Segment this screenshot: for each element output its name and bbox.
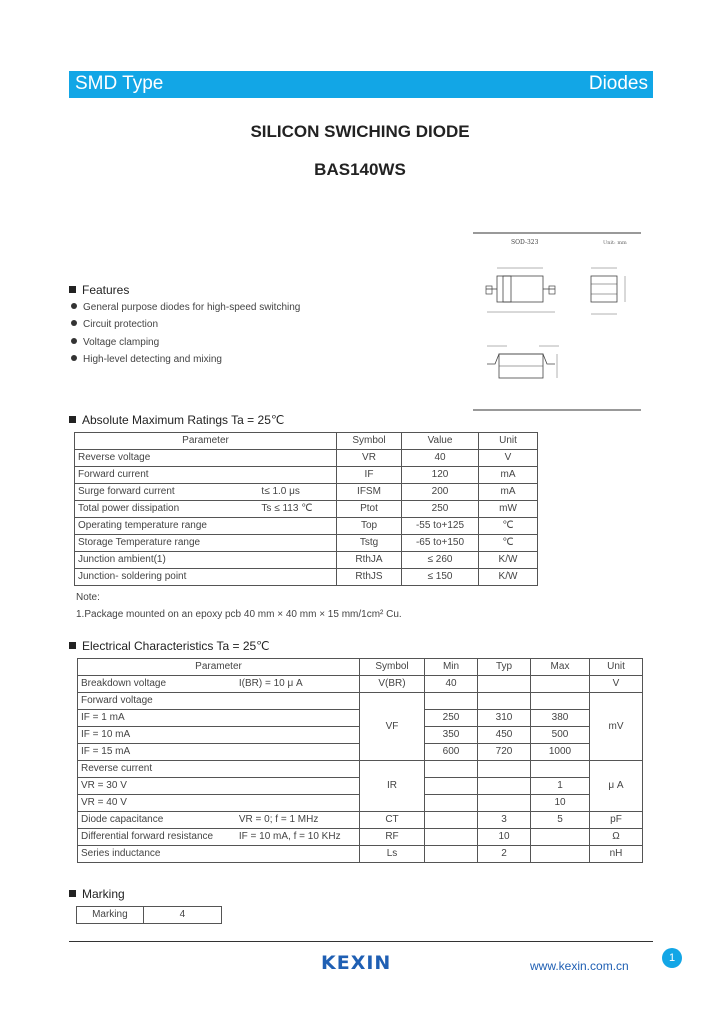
dot-bullet-icon [71, 338, 77, 344]
kexin-logo: KEXIN [321, 952, 392, 974]
dot-bullet-icon [71, 303, 77, 309]
elec-table [77, 658, 643, 863]
website-link[interactable]: www.kexin.com.cn [530, 959, 629, 973]
package-unit: Unit: mm [603, 240, 627, 246]
header-banner [69, 71, 653, 98]
table-row: IF = 15 mA 600 720 1000 [78, 744, 643, 761]
dot-bullet-icon [71, 355, 77, 361]
header-right: Diodes [588, 73, 648, 94]
dot-bullet-icon [71, 320, 77, 326]
note-text: 1.Package mounted on an epoxy pcb 40 mm × 40 mm × 15 mm/1cm² Cu. [76, 609, 402, 620]
elec-heading: Electrical Characteristics Ta = 25℃ [69, 639, 270, 653]
table-row: Storage Temperature range Tstg -65 to+150 ℃ [75, 535, 538, 552]
table-header-row: Parameter Symbol Min Typ Max Unit [78, 659, 643, 676]
feature-item: General purpose diodes for high-speed switching [71, 302, 300, 313]
table-row: VR = 40 V 10 [78, 795, 643, 812]
footer-divider [69, 941, 653, 942]
table-row: VR = 30 V 1 [78, 778, 643, 795]
marking-heading: Marking [69, 887, 125, 901]
square-bullet-icon [69, 642, 76, 649]
package-drawing [473, 232, 643, 412]
note-label: Note: [76, 592, 100, 603]
abs-max-table [74, 432, 538, 586]
table-header-row: Parameter Symbol Value Unit [75, 433, 538, 450]
square-bullet-icon [69, 416, 76, 423]
square-bullet-icon [69, 890, 76, 897]
table-row: Differential forward resistance IF = 10 mA, f = 10 KHz RF 10 Ω [78, 829, 643, 846]
table-row: Junction- soldering point RthJS ≤ 150 K/W [75, 569, 538, 586]
table-row: Series inductance Ls 2 nH [78, 846, 643, 863]
marking-table [76, 906, 222, 924]
page-number: 1 [662, 948, 682, 968]
table-row: Surge forward current t≤ 1.0 μs IFSM 200 mA [75, 484, 538, 501]
header-left: SMD Type [75, 73, 164, 94]
features-heading: Features [69, 283, 129, 297]
document-title: SILICON SWICHING DIODE [250, 122, 470, 141]
feature-item: High-level detecting and mixing [71, 354, 222, 365]
package-name: SOD-323 [511, 239, 539, 246]
table-row: Total power dissipation Ts ≤ 113 ℃ Ptot 250 mW [75, 501, 538, 518]
part-number: BAS140WS [314, 160, 406, 179]
table-row: Forward voltage VF mV [78, 693, 643, 710]
table-row: Operating temperature range Top -55 to+125 ℃ [75, 518, 538, 535]
table-row: IF = 1 mA 250 310 380 [78, 710, 643, 727]
table-row: Junction ambient(1) RthJA ≤ 260 K/W [75, 552, 538, 569]
table-row: Reverse voltage VR 40 V [75, 450, 538, 467]
table-row: Breakdown voltage I(BR) = 10 μ A V(BR) 40 V [78, 676, 643, 693]
feature-item: Voltage clamping [71, 337, 159, 348]
table-row: Diode capacitance VR = 0; f = 1 MHz CT 3 5 pF [78, 812, 643, 829]
table-row: Marking 4 [77, 907, 222, 924]
square-bullet-icon [69, 286, 76, 293]
feature-item: Circuit protection [71, 319, 158, 330]
table-row: Forward current IF 120 mA [75, 467, 538, 484]
table-row: Reverse current IR μ A [78, 761, 643, 778]
table-row: IF = 10 mA 350 450 500 [78, 727, 643, 744]
abs-max-heading: Absolute Maximum Ratings Ta = 25℃ [69, 413, 284, 427]
